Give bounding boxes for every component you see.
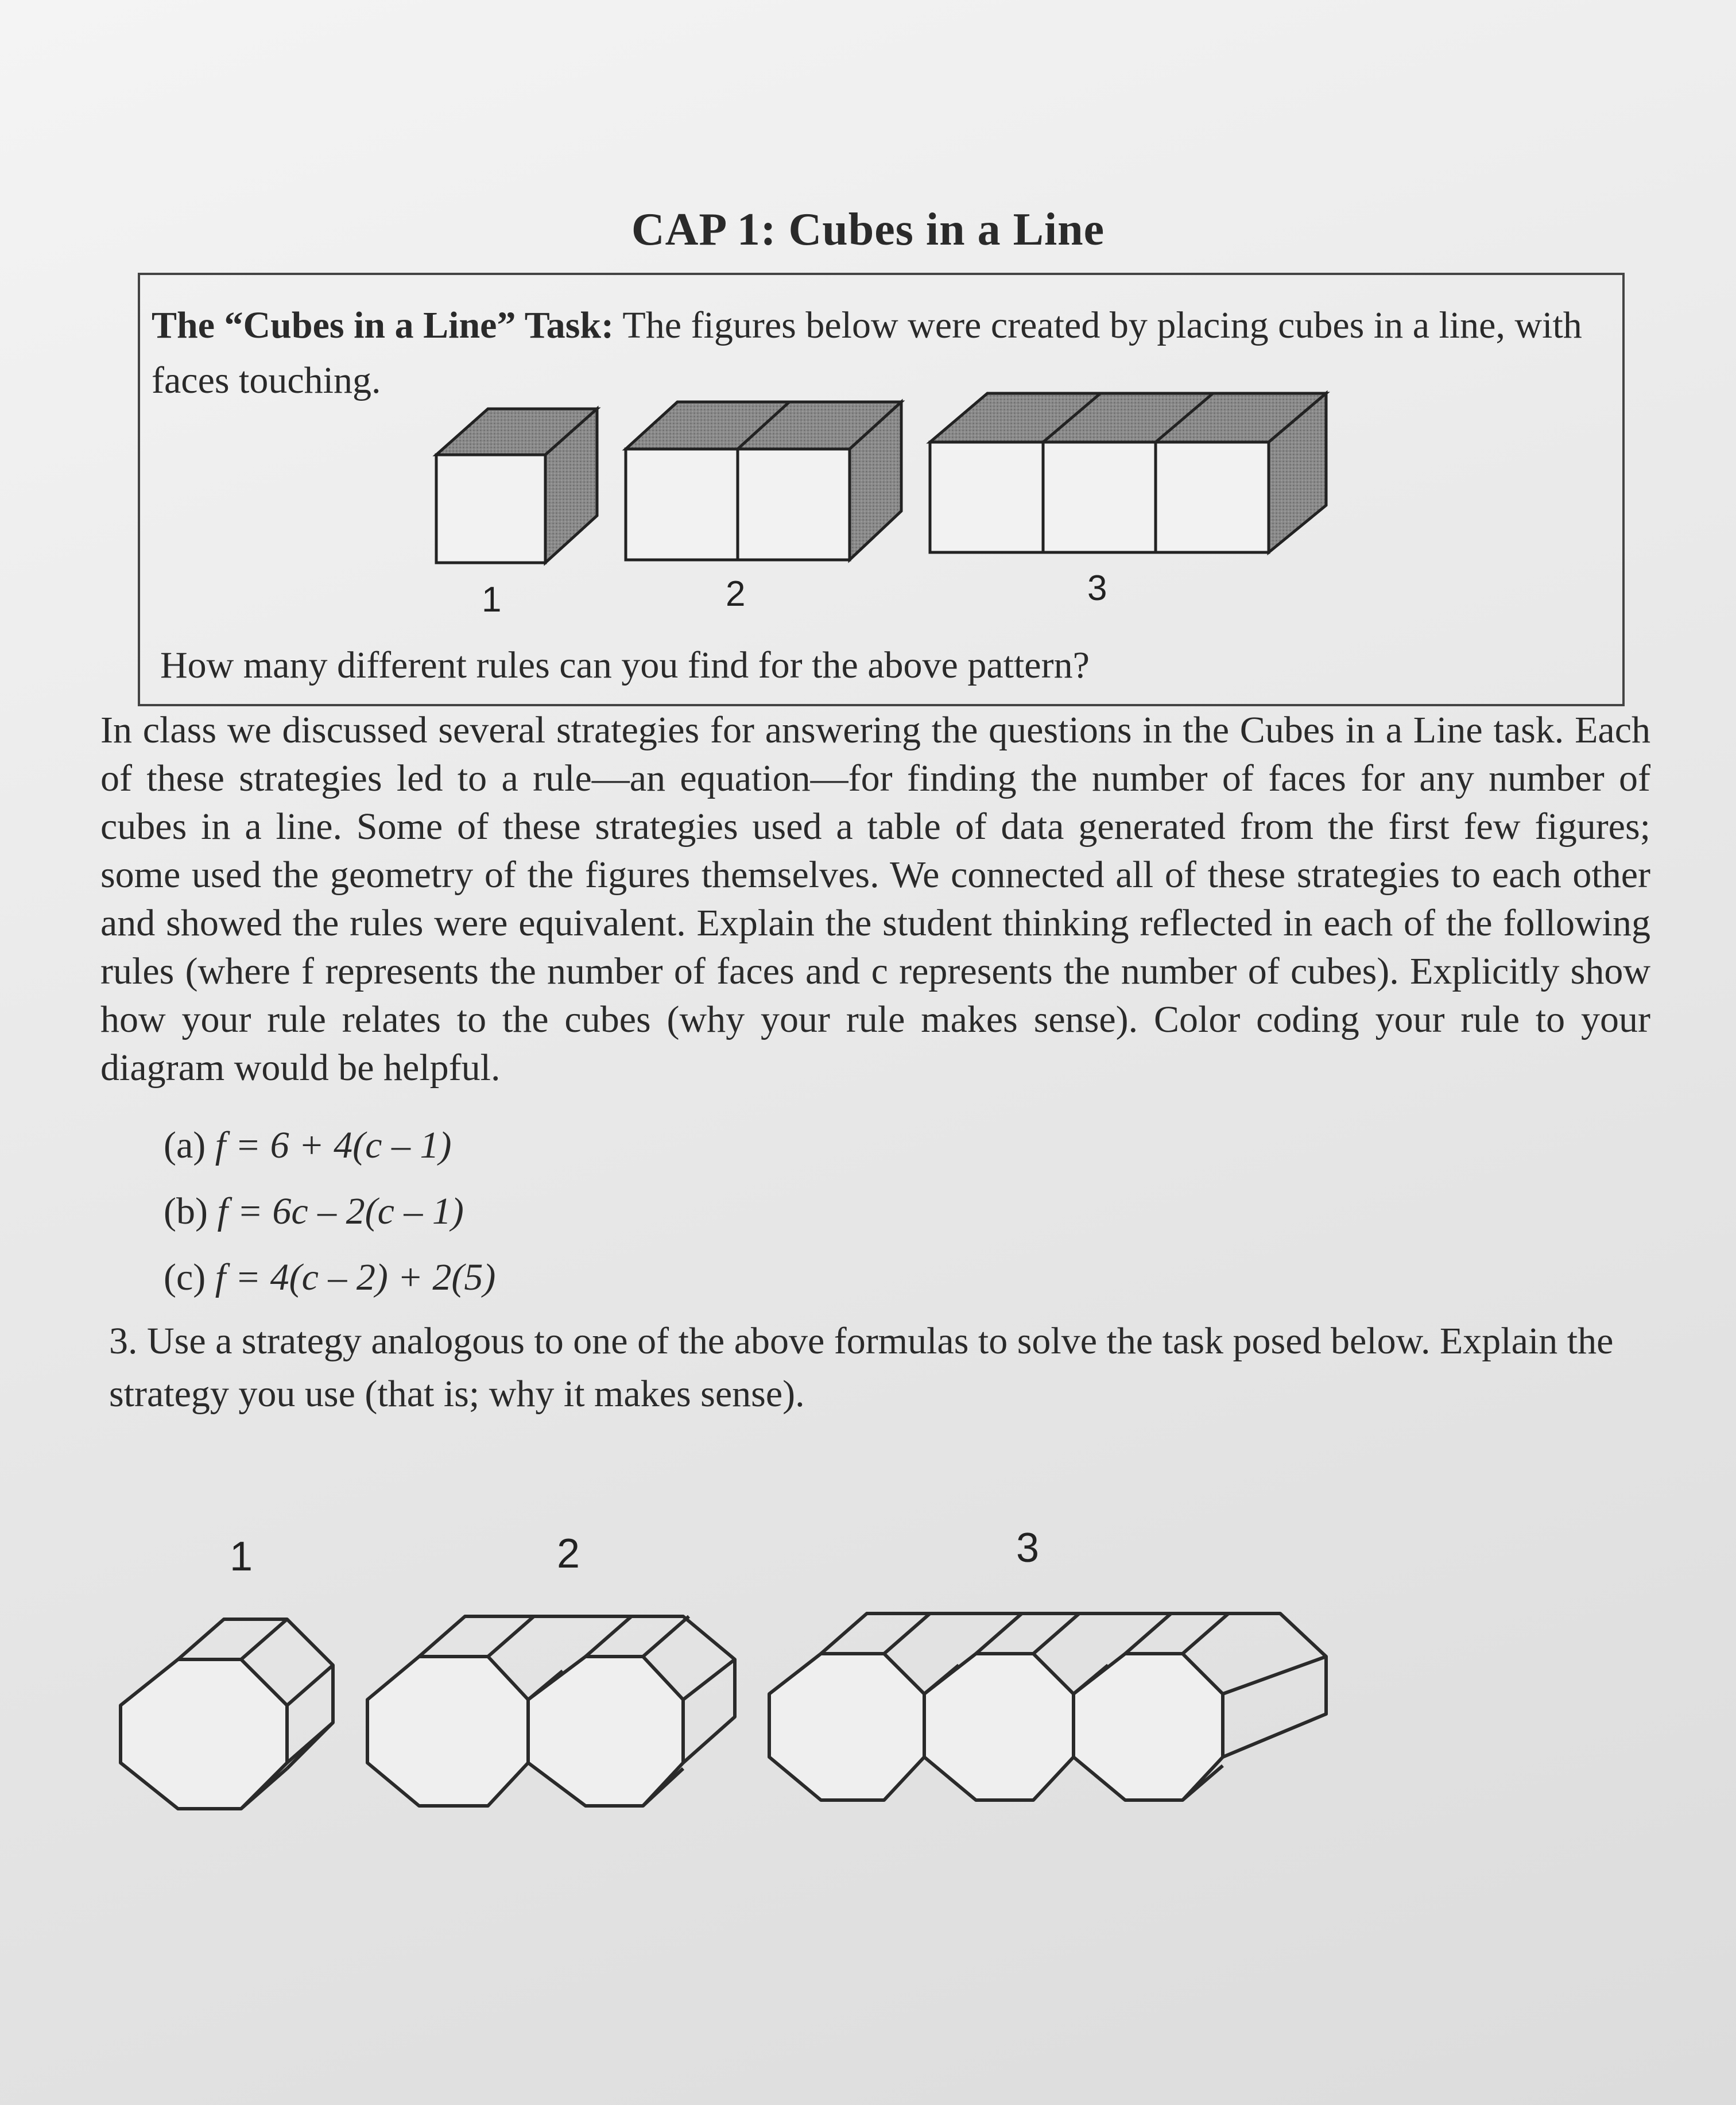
rule-a-label: (a) [164,1124,206,1166]
cube-figure-3 [930,393,1326,552]
cube-figure-2 [626,402,901,560]
prism-figure-label-2: 2 [557,1531,580,1577]
cube-line-figures [425,385,1343,574]
rule-b [164,1189,464,1235]
task-heading: The “Cubes in a Line” Task: [152,304,614,346]
prism-figure-3 [769,1613,1326,1800]
prism-figure-label-3: 3 [1016,1525,1040,1571]
rule-b-label: (b) [164,1190,208,1232]
instructions-paragraph: In class we discussed several strategies for answering the questions in the Cubes in a Line task. Each of these strategies led to a rule—an equation—for finding the number of faces for any number of cubes in a line. Some of these strategies used a table of data generated from the first few figures; some used the geometry of the figures themselves. We connected all of these strategies to each other and showed the rules were equivalent. Explain the student thinking reflected in each of the following rules (where f represents the number of faces and c represents the number of cubes). Explicitly show how your rule relates to the cubes (why your rule makes sense). Color coding your rule to your diagram would be helpful. [100,709,1650,1089]
cube-figure-label-3: 3 [1087,568,1107,608]
octagonal-prism-figures [109,1602,1343,1843]
rule-c-label: (c) [164,1256,206,1298]
rule-b-formula: f = 6c – 2(c – 1) [217,1190,464,1232]
task-description: The figures below were created by placing cubes in a line, with faces touching. [152,304,1582,401]
rule-c [164,1255,495,1301]
rule-c-formula: f = 4(c – 2) + 2(5) [215,1256,496,1298]
cube-figure-1 [436,409,597,563]
prism-figure-1 [121,1619,333,1809]
task3-prompt: 3. Use a strategy analogous to one of the above formulas to solve the task posed below. Explain the strategy you use (that is; why it makes sense). [109,1320,1614,1415]
prism-figure-label-1: 1 [230,1534,253,1580]
cube-figure-label-2: 2 [726,574,746,614]
rule-a [164,1123,451,1168]
task-question: How many different rules can you find for the above pattern? [160,644,1090,686]
prism-figure-2 [367,1616,735,1806]
rule-a-formula: f = 6 + 4(c – 1) [215,1124,452,1166]
page-title: CAP 1: Cubes in a Line [631,204,1105,255]
cube-figure-label-1: 1 [482,580,502,620]
